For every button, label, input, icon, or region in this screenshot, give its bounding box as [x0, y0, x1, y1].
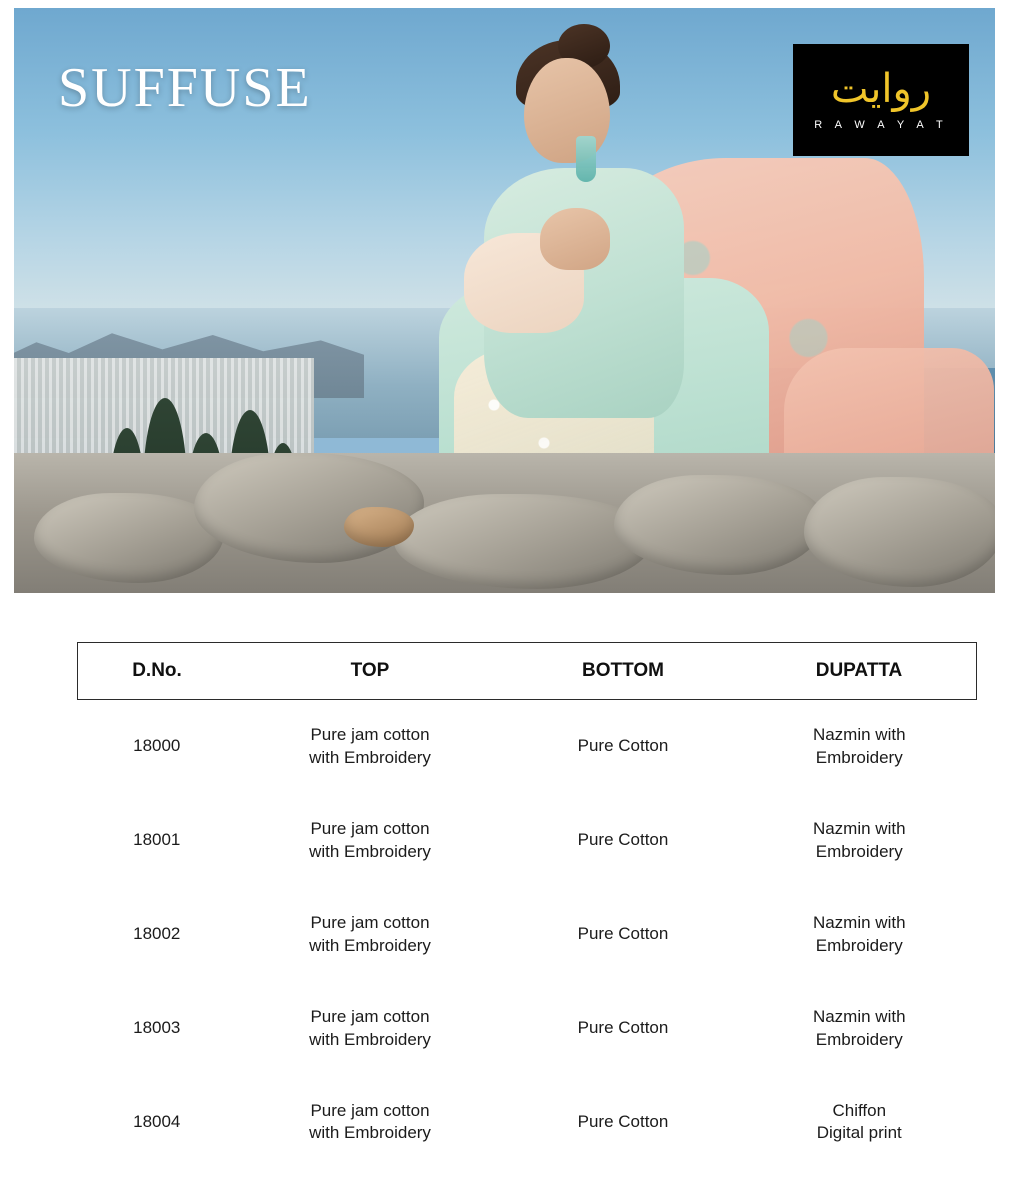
cell-top: Pure jam cotton with Embroidery — [309, 725, 431, 767]
column-header-bottom: BOTTOM — [504, 643, 742, 700]
cell-dno: 18002 — [133, 924, 181, 944]
cell-top: Pure jam cotton with Embroidery — [309, 1100, 431, 1143]
cell-bottom: Pure Cotton — [577, 736, 669, 756]
column-header-dupatta: DUPATTA — [742, 643, 977, 700]
rock — [344, 507, 414, 547]
cell-top: Pure jam cotton with Embroidery — [309, 818, 431, 861]
arm — [540, 208, 610, 270]
cell-bottom: Pure Cotton — [577, 1018, 669, 1038]
table-body — [78, 700, 977, 1170]
brand-logo — [793, 44, 969, 156]
cell-dupatta: Chiffon Digital print — [816, 1100, 902, 1143]
cell-bottom: Pure Cotton — [577, 1111, 669, 1131]
column-header-top: TOP — [236, 643, 504, 700]
cell-dupatta: Nazmin with Embroidery — [812, 818, 906, 861]
earring — [576, 136, 596, 182]
column-header-dno: D.No. — [78, 643, 237, 700]
specification-table-wrapper — [77, 642, 943, 1169]
cell-dno: 18004 — [133, 1111, 181, 1131]
face — [524, 58, 610, 163]
table-row — [78, 794, 977, 888]
table-row — [78, 700, 977, 794]
rock — [614, 475, 824, 575]
hero-photo — [14, 8, 995, 593]
cell-dno: 18000 — [133, 736, 181, 756]
rock — [804, 477, 995, 587]
cell-dupatta: Nazmin with Embroidery — [812, 1006, 906, 1049]
table-header — [78, 643, 977, 700]
cell-dno: 18003 — [133, 1018, 181, 1038]
cell-bottom: Pure Cotton — [577, 830, 669, 850]
collection-title: SUFFUSE — [58, 57, 312, 119]
cell-dno: 18001 — [133, 830, 181, 850]
cell-dupatta: Nazmin with Embroidery — [812, 725, 906, 767]
table-row — [78, 1076, 977, 1170]
cell-top: Pure jam cotton with Embroidery — [309, 1006, 431, 1049]
brand-mark-urdu: روایت — [830, 66, 932, 112]
specification-table — [77, 642, 977, 1169]
table-header-row — [78, 643, 977, 700]
table-row — [78, 888, 977, 982]
table-row — [78, 982, 977, 1076]
cell-bottom: Pure Cotton — [577, 924, 669, 944]
cell-dupatta: Nazmin with Embroidery — [812, 912, 906, 955]
rock — [394, 494, 654, 589]
brand-name: R A W A Y A T — [814, 119, 948, 131]
cell-top: Pure jam cotton with Embroidery — [309, 912, 431, 955]
rock-ledge — [14, 453, 995, 593]
